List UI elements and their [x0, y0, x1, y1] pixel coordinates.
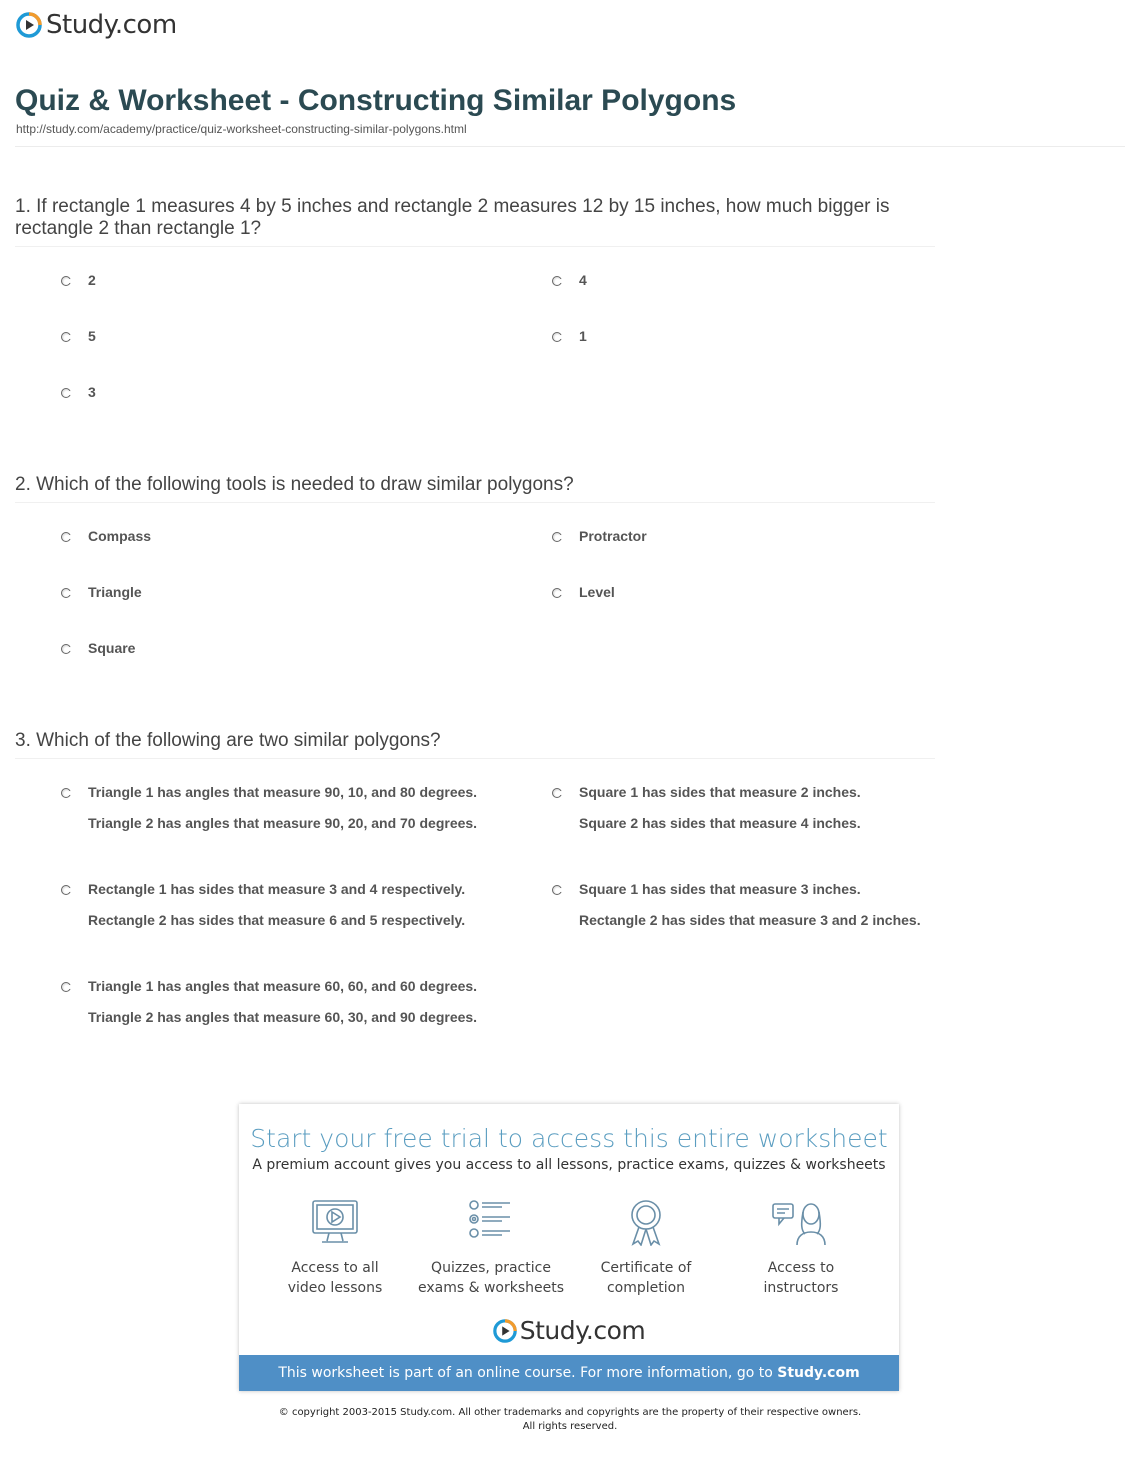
option-line: Triangle 1 has angles that measure 90, 10, and 80 degrees.	[88, 784, 478, 800]
radio-button[interactable]	[552, 276, 562, 286]
question-2	[15, 474, 1125, 503]
option-label: 1	[579, 328, 587, 344]
option-line: Square 2 has sides that measure 4 inches.	[579, 815, 861, 831]
option-label: Triangle	[88, 584, 142, 600]
option-label: Level	[579, 584, 615, 600]
free-trial-promo	[239, 1104, 899, 1391]
copyright-line: All rights reserved.	[522, 1421, 618, 1432]
question-text: 1. If rectangle 1 measures 4 by 5 inches and rectangle 2 measures 12 by 15 inches, how much bigger is rectangle 2 than rectangle 1?	[15, 196, 935, 247]
video-screen-icon	[310, 1198, 360, 1246]
radio-button[interactable]	[61, 332, 71, 342]
page-url[interactable]: http://study.com/academy/practice/quiz-worksheet-constructing-similar-polygons.html	[16, 122, 467, 136]
feature-label: Access to all	[291, 1260, 379, 1276]
option-label: 5	[88, 328, 96, 344]
feature-quizzes	[416, 1198, 566, 1298]
radio-button[interactable]	[61, 644, 71, 654]
question-1	[15, 196, 1125, 247]
question-3	[15, 730, 1125, 759]
answer-option[interactable]	[88, 521, 151, 552]
logo-text: Study.com	[46, 10, 177, 40]
promo-headline[interactable]: Start your free trial to access this entire worksheet	[250, 1124, 888, 1153]
radio-button[interactable]	[552, 532, 562, 542]
feature-instructors	[726, 1198, 876, 1298]
answer-option[interactable]	[88, 777, 477, 839]
answer-option[interactable]	[88, 577, 142, 608]
promo-study-logo[interactable]	[239, 1316, 899, 1345]
answer-option[interactable]	[88, 971, 477, 1033]
feature-label: exams & worksheets	[417, 1280, 565, 1296]
option-line: Square 1 has sides that measure 3 inches.	[579, 881, 861, 897]
copyright-footer	[0, 1406, 1140, 1434]
feature-certificate	[571, 1198, 721, 1298]
radio-button[interactable]	[61, 532, 71, 542]
feature-label: instructors	[763, 1280, 839, 1296]
option-line: Triangle 2 has angles that measure 60, 30, and 90 degrees.	[88, 1009, 478, 1025]
feature-video-lessons	[260, 1198, 410, 1298]
option-label: 4	[579, 272, 587, 288]
copyright-line: © copyright 2003-2015 Study.com. All other trademarks and copyrights are the property of their respective owners.	[278, 1407, 862, 1418]
option-label: Compass	[88, 528, 152, 544]
radio-button[interactable]	[552, 332, 562, 342]
answer-option[interactable]	[579, 874, 921, 936]
option-line: Triangle 2 has angles that measure 90, 20, and 70 degrees.	[88, 815, 478, 831]
certificate-ribbon-icon	[621, 1198, 671, 1246]
option-label: Protractor	[579, 528, 647, 544]
option-line: Rectangle 1 has sides that measure 3 and 4 respectively.	[88, 881, 466, 897]
course-info-bar	[239, 1355, 899, 1391]
answer-option[interactable]	[88, 377, 96, 408]
feature-label: completion	[606, 1280, 686, 1296]
radio-button[interactable]	[552, 788, 562, 798]
promo-subline: A premium account gives you access to all lessons, practice exams, quizzes & worksheets	[252, 1157, 886, 1173]
radio-button[interactable]	[61, 885, 71, 895]
radio-button[interactable]	[61, 276, 71, 286]
option-label: 3	[88, 384, 96, 400]
course-info-text: This worksheet is part of an online course. For more information, go to	[278, 1365, 778, 1381]
study-logo[interactable]	[16, 10, 177, 40]
quiz-list-icon	[466, 1198, 516, 1246]
answer-option[interactable]	[579, 777, 861, 839]
answer-option[interactable]	[579, 321, 587, 352]
logo-text: Study.com	[519, 1316, 646, 1345]
radio-button[interactable]	[61, 588, 71, 598]
feature-label: video lessons	[287, 1280, 383, 1296]
feature-label: Certificate of	[600, 1260, 692, 1276]
question-text: 3. Which of the following are two similar polygons?	[15, 730, 935, 759]
answer-option[interactable]	[88, 633, 135, 664]
option-line: Triangle 1 has angles that measure 60, 60, and 60 degrees.	[88, 978, 478, 994]
header-divider	[15, 146, 1125, 147]
answer-option[interactable]	[88, 321, 96, 352]
page-title: Quiz & Worksheet - Constructing Similar Polygons	[15, 84, 737, 117]
radio-button[interactable]	[552, 885, 562, 895]
option-line: Rectangle 2 has sides that measure 6 and 5 respectively.	[88, 912, 466, 928]
option-line: Square 1 has sides that measure 2 inches.	[579, 784, 861, 800]
option-line: Rectangle 2 has sides that measure 3 and 2 inches.	[579, 912, 921, 928]
feature-label: Quizzes, practice	[431, 1260, 551, 1276]
study-link[interactable]: Study.com	[777, 1365, 860, 1381]
radio-button[interactable]	[552, 588, 562, 598]
option-label: 2	[88, 272, 96, 288]
answer-option[interactable]	[579, 265, 587, 296]
radio-button[interactable]	[61, 982, 71, 992]
feature-label: Access to	[767, 1260, 835, 1276]
question-text: 2. Which of the following tools is needed to draw similar polygons?	[15, 474, 935, 503]
answer-option[interactable]	[579, 521, 647, 552]
option-label: Square	[88, 640, 136, 656]
instructor-chat-icon	[771, 1198, 831, 1246]
answer-option[interactable]	[579, 577, 615, 608]
play-logo-icon	[16, 12, 42, 38]
radio-button[interactable]	[61, 788, 71, 798]
answer-option[interactable]	[88, 874, 465, 936]
answer-option[interactable]	[88, 265, 96, 296]
radio-button[interactable]	[61, 388, 71, 398]
play-logo-icon	[493, 1319, 517, 1343]
